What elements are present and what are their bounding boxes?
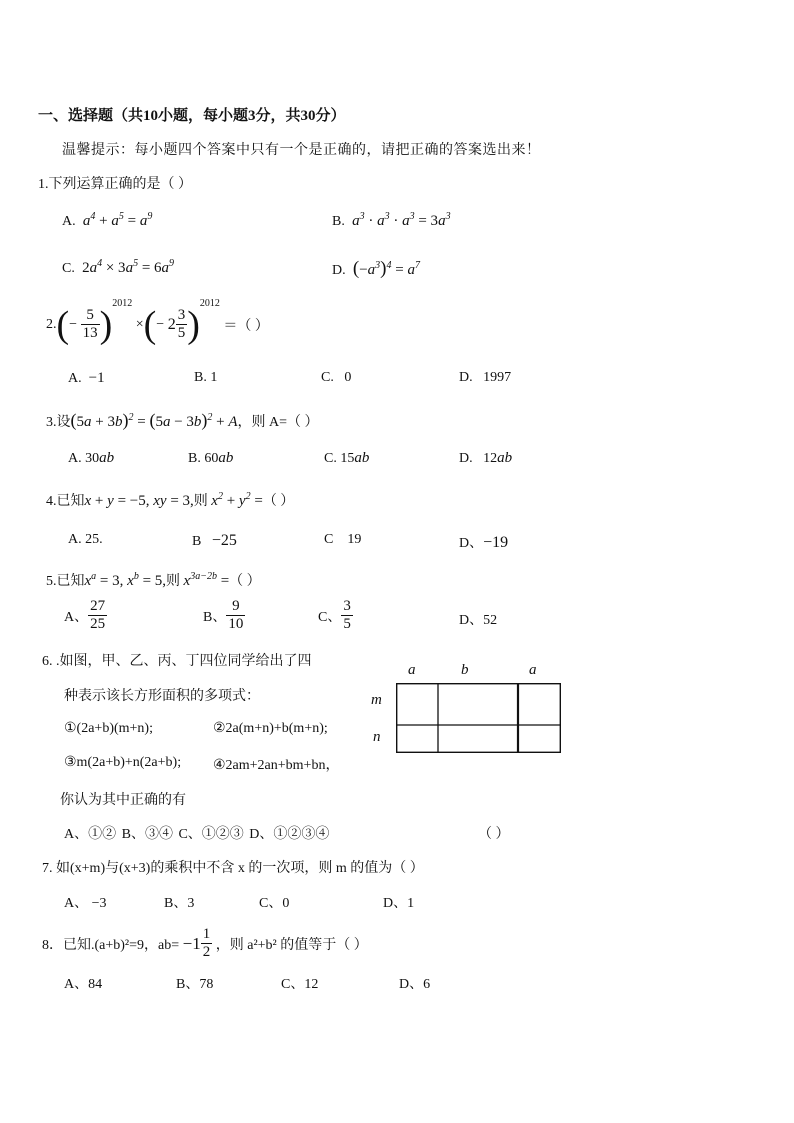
q4-number: 4.已知 <box>46 494 85 509</box>
q6-item4: ④2am+2an+bm+bn， <box>213 758 340 773</box>
q8-option-d[interactable]: D、6 <box>399 977 431 992</box>
q5-tail: （ ） <box>229 574 261 589</box>
q5-number: 5.已知 <box>46 574 85 589</box>
q6-answer-paren: （ ） <box>478 827 510 842</box>
q8-option-a[interactable]: A、84 <box>64 977 103 992</box>
q2-left-paren-2: ( <box>143 303 157 346</box>
fig-label-m: m <box>371 692 382 708</box>
q2-right-paren-1: ) <box>99 303 113 346</box>
q2-minus-2: − <box>156 316 165 332</box>
q1-d-label: D. <box>332 263 346 278</box>
q4-option-b[interactable]: B −25 <box>192 532 237 549</box>
q8-option-b[interactable]: B、78 <box>176 977 214 992</box>
fig-label-n: n <box>373 729 381 745</box>
q3-number: 3.设 <box>46 415 71 430</box>
q6-item1: ①(2a+b)(m+n); <box>64 721 153 736</box>
fig-label-b: b <box>461 662 469 678</box>
q7-option-a[interactable]: A、 −3 <box>64 896 107 911</box>
q7-option-b[interactable]: B、3 <box>164 896 195 911</box>
q8-stem-post: ，则 a²+b² 的值等于（ ） <box>215 937 368 953</box>
q5-stem <box>46 570 261 590</box>
q1-c-label: C. <box>62 261 75 276</box>
q3-option-d[interactable]: D. 12ab <box>459 450 513 466</box>
q1-option-c[interactable] <box>62 260 174 277</box>
q7-option-c[interactable]: C、0 <box>259 896 290 911</box>
q5-option-b[interactable]: B、 $\frac{9}{10}$ <box>203 598 244 633</box>
q2-fraction-2: $\frac{3}{5}$ <box>177 307 186 342</box>
fig-label-a2: a <box>529 662 537 678</box>
q2-option-a[interactable]: A. −1 <box>68 370 105 386</box>
q6-line2: 种表示该长方形面积的多项式： <box>64 689 260 704</box>
q4-option-a[interactable]: A. 25. <box>68 532 103 547</box>
q6-line1: 6. .如图，甲、乙、丙、丁四位同学给出了四 <box>42 654 312 669</box>
q1-a-formula: $a^4 + a^5 = a^9$ <box>79 211 153 229</box>
q7-stem: 7. 如(x+m)与(x+3)的乘积中不含 x 的一次项，则 m 的值为（ ） <box>42 861 424 876</box>
q4-option-d[interactable]: D、−19 <box>459 534 509 551</box>
q6-item2: ②2a(m+n)+b(m+n); <box>213 721 328 736</box>
q5-given: $x^a = 3$, $x^b = 5$, <box>84 571 167 589</box>
q4-stem <box>46 490 294 510</box>
q5-mid: 则 <box>166 574 181 589</box>
q2-fraction-1: $\frac{5}{13}$ <box>82 307 98 342</box>
q3-option-b[interactable]: B. 60ab <box>188 450 234 466</box>
q2-option-b[interactable]: B. 1 <box>194 370 218 385</box>
q4-tail: （ ） <box>262 494 295 509</box>
tip-text: 温馨提示：每小题四个答案中只有一个是正确的，请把正确的答案选出来！ <box>62 143 541 158</box>
q2-option-c[interactable]: C. 0 <box>321 370 352 385</box>
section-heading: 一、选择题（共10小题，每小题3分，共30分） <box>38 108 346 124</box>
q3-option-a[interactable]: A. 30ab <box>68 450 115 466</box>
q2-expression <box>46 298 269 346</box>
q2-right-paren-2: ) <box>187 303 200 346</box>
q2-exponent-2: 2012 <box>199 298 220 309</box>
q5-option-c[interactable]: C、 $\frac{3}{5}$ <box>318 598 351 633</box>
q2-exponent-1: 2012 <box>112 298 133 309</box>
q1-c-formula: $2a^4 \times 3a^5 = 6a^9$ <box>82 258 175 276</box>
q2-number: 2. <box>46 317 57 332</box>
q4-mid: 则 <box>193 494 208 509</box>
q3-stem <box>46 410 319 431</box>
q8-mixed-whole: −1 <box>182 933 201 953</box>
q1-b-formula: $a^3 \cdot a^3 \cdot a^3 = 3a^3$ <box>348 211 451 229</box>
q3-option-c[interactable]: C. 15ab <box>324 450 370 466</box>
q3-formula: $(5a + 3b)^2 = (5a - 3b)^2 + A$ <box>70 410 238 430</box>
q1-option-d[interactable] <box>332 258 420 280</box>
q2-left-paren-1: ( <box>56 303 70 346</box>
rectangle-grid <box>396 683 561 753</box>
q8-option-c[interactable]: C、12 <box>281 977 319 992</box>
q3-tail: ，则 A=（ ） <box>237 415 319 430</box>
q8-fraction: $\frac{1}{2}$ <box>202 926 211 961</box>
q5-option-d[interactable]: D、52 <box>459 613 498 628</box>
q1-a-label: A. <box>62 214 76 229</box>
q5-option-a[interactable]: A、 $\frac{27}{25}$ <box>64 598 106 633</box>
q2-times: × <box>135 316 144 332</box>
q5-ask: $x^{3a-2b}$ = <box>183 571 230 589</box>
q8-stem-pre: 8．已知.(a+b)²=9，ab= <box>42 937 180 953</box>
q8-stem <box>42 926 368 962</box>
q2-option-d[interactable]: D. 1997 <box>459 370 512 385</box>
fig-label-a1: a <box>408 662 416 678</box>
q2-tail: ＝（ ） <box>223 318 269 334</box>
q7-option-d[interactable]: D、1 <box>383 896 415 911</box>
q2-mixed-whole: 2 <box>167 315 176 333</box>
q4-ask: $x^2 + y^2$ = <box>211 491 263 509</box>
q2-minus-1: − <box>69 316 78 332</box>
q4-option-c[interactable]: C 19 <box>324 532 362 547</box>
q1-option-b[interactable] <box>332 213 451 230</box>
q4-given: x + y = −5, xy = 3, <box>84 493 194 509</box>
q1-option-a[interactable] <box>62 213 152 230</box>
q1-d-formula: $(-a^3)^4 = a^7$ <box>352 258 420 279</box>
q6-item3: ③m(2a+b)+n(2a+b); <box>64 755 182 770</box>
q1-b-label: B. <box>332 214 345 229</box>
q1-stem: 1.下列运算正确的是（ ） <box>38 177 192 192</box>
q6-line5: 你认为其中正确的有 <box>60 793 186 808</box>
rectangle-figure <box>396 683 561 752</box>
q6-options[interactable]: A、①② B、③④ C、①②③ D、①②③④ <box>64 827 330 842</box>
